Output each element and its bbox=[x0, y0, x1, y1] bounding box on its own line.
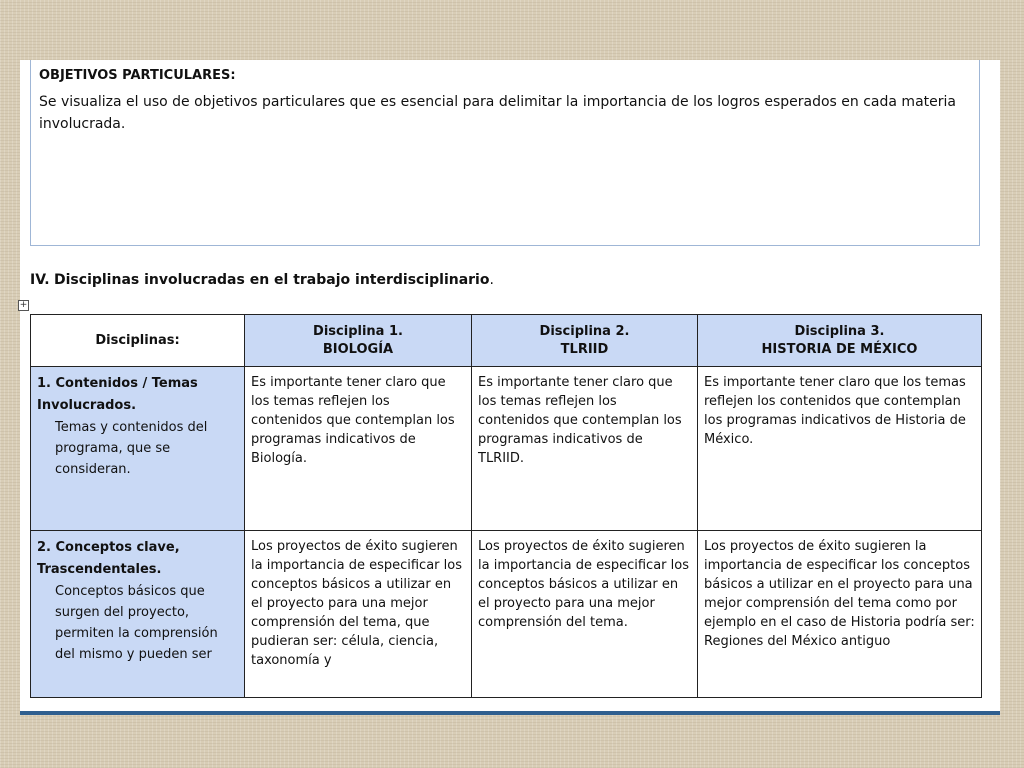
section-period: . bbox=[489, 272, 494, 288]
cell-historia-contenidos: Es importante tener claro que los temas reflejen los contenidos que contemplan los programas indicativos de Historia de México. bbox=[698, 367, 982, 531]
section-number: IV. bbox=[30, 272, 50, 288]
bottom-rule bbox=[20, 711, 1000, 715]
table-row bbox=[31, 367, 982, 531]
section-title: Disciplinas involucradas en el trabajo interdisciplinario bbox=[54, 272, 490, 288]
header-disciplina-2: Disciplina 2. TLRIID bbox=[472, 315, 698, 367]
cell-biologia-contenidos: Es importante tener claro que los temas reflejen los contenidos que contemplan los programas indicativos de Biología. bbox=[245, 367, 472, 531]
header-disciplinas: Disciplinas: bbox=[31, 315, 245, 367]
row-label-conceptos: 2. Conceptos clave, Trascendentales. Conceptos básicos que surgen del proyecto, permiten la comprensión del mismo y pueden ser bbox=[31, 531, 245, 698]
cell-tlriid-contenidos: Es importante tener claro que los temas reflejen los contenidos que contemplan los programas indicativos de TLRIID. bbox=[472, 367, 698, 531]
section-heading bbox=[30, 272, 494, 288]
objectives-title: OBJETIVOS PARTICULARES: bbox=[39, 68, 236, 83]
cell-biologia-conceptos: Los proyectos de éxito sugieren la importancia de especificar los conceptos básicos a utilizar en el proyecto para una mejor comprensión del tema, que pudieran ser: célula, ciencia, taxonomía y bbox=[245, 531, 472, 698]
row-label-contenidos: 1. Contenidos / Temas Involucrados. Temas y contenidos del programa, que se consideran. bbox=[31, 367, 245, 531]
header-disciplina-1: Disciplina 1. BIOLOGÍA bbox=[245, 315, 472, 367]
objectives-box bbox=[30, 60, 980, 246]
cell-tlriid-conceptos: Los proyectos de éxito sugieren la importancia de especificar los conceptos básicos a utilizar en el proyecto para una mejor comprensión del tema. bbox=[472, 531, 698, 698]
table-row bbox=[31, 531, 982, 698]
disciplines-table bbox=[30, 314, 982, 698]
objectives-text: Se visualiza el uso de objetivos particulares que es esencial para delimitar la importancia de los logros esperados en cada materia involucrada. bbox=[39, 94, 956, 132]
header-disciplina-3: Disciplina 3. HISTORIA DE MÉXICO bbox=[698, 315, 982, 367]
cell-historia-conceptos: Los proyectos de éxito sugieren la importancia de especificar los conceptos básicos a utilizar en el proyecto para una mejor comprensión del tema como por ejemplo en el caso de Historia podría ser: Regiones del México antiguo bbox=[698, 531, 982, 698]
table-move-handle-icon[interactable]: + bbox=[19, 300, 28, 310]
document-page bbox=[20, 60, 1000, 714]
table-header-row bbox=[31, 315, 982, 367]
